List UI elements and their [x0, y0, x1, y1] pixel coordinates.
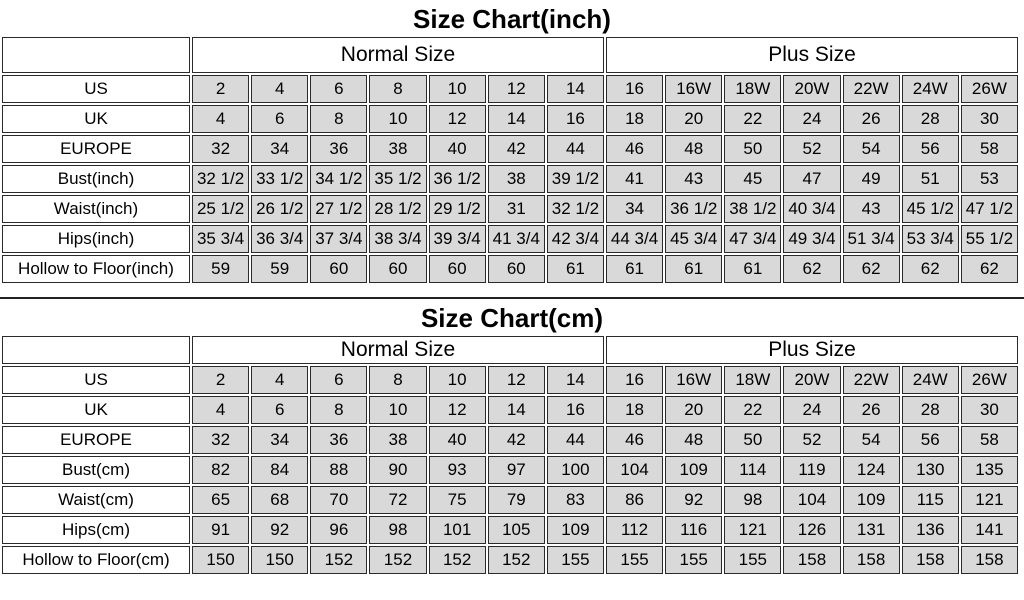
size-value-cell: 98	[724, 486, 781, 514]
size-value-cell: 56	[902, 135, 959, 163]
size-value-cell: 53	[961, 165, 1018, 193]
size-value-cell: 8	[369, 366, 426, 394]
row-label-cell: UK	[2, 105, 190, 133]
table-row	[2, 255, 1018, 283]
size-value-cell: 56	[902, 426, 959, 454]
size-value-cell: 16	[547, 396, 604, 424]
size-value-cell: 20W	[783, 366, 840, 394]
size-value-cell: 62	[902, 255, 959, 283]
row-label-cell: Hips(inch)	[2, 225, 190, 253]
size-value-cell: 112	[606, 516, 663, 544]
size-value-cell: 34 1/2	[310, 165, 367, 193]
size-value-cell: 4	[192, 105, 249, 133]
size-value-cell: 83	[547, 486, 604, 514]
size-value-cell: 38 1/2	[724, 195, 781, 223]
table-row	[2, 426, 1018, 454]
size-value-cell: 40	[429, 135, 486, 163]
size-value-cell: 65	[192, 486, 249, 514]
size-value-cell: 46	[606, 135, 663, 163]
size-value-cell: 8	[310, 105, 367, 133]
size-value-cell: 119	[783, 456, 840, 484]
size-value-cell: 41 3/4	[488, 225, 545, 253]
size-value-cell: 42 3/4	[547, 225, 604, 253]
size-value-cell: 12	[488, 75, 545, 103]
size-value-cell: 60	[310, 255, 367, 283]
table-row	[2, 366, 1018, 394]
row-label-cell: Hips(cm)	[2, 516, 190, 544]
size-value-cell: 40	[429, 426, 486, 454]
size-value-cell: 47 3/4	[724, 225, 781, 253]
size-value-cell: 26 1/2	[251, 195, 308, 223]
table-row	[2, 75, 1018, 103]
size-value-cell: 47 1/2	[961, 195, 1018, 223]
size-value-cell: 32 1/2	[547, 195, 604, 223]
size-value-cell: 158	[843, 546, 900, 574]
table-row	[2, 105, 1018, 133]
size-value-cell: 36 1/2	[665, 195, 722, 223]
size-value-cell: 109	[547, 516, 604, 544]
size-value-cell: 92	[251, 516, 308, 544]
corner-cell	[2, 37, 190, 73]
row-label-cell: Waist(cm)	[2, 486, 190, 514]
group-header-row	[2, 336, 1018, 364]
table-row	[2, 165, 1018, 193]
table-row	[2, 456, 1018, 484]
size-value-cell: 51	[902, 165, 959, 193]
size-value-cell: 130	[902, 456, 959, 484]
size-value-cell: 32	[192, 426, 249, 454]
size-value-cell: 51 3/4	[843, 225, 900, 253]
row-label-cell: Waist(inch)	[2, 195, 190, 223]
size-value-cell: 82	[192, 456, 249, 484]
size-value-cell: 72	[369, 486, 426, 514]
size-value-cell: 20	[665, 396, 722, 424]
size-value-cell: 44 3/4	[606, 225, 663, 253]
size-value-cell: 101	[429, 516, 486, 544]
size-value-cell: 55 1/2	[961, 225, 1018, 253]
size-value-cell: 45 1/2	[902, 195, 959, 223]
size-value-cell: 38 3/4	[369, 225, 426, 253]
size-value-cell: 54	[843, 135, 900, 163]
size-value-cell: 14	[488, 396, 545, 424]
size-value-cell: 6	[251, 105, 308, 133]
size-value-cell: 91	[192, 516, 249, 544]
size-value-cell: 10	[429, 366, 486, 394]
size-value-cell: 30	[961, 396, 1018, 424]
size-value-cell: 12	[429, 105, 486, 133]
size-value-cell: 24W	[902, 366, 959, 394]
size-value-cell: 16	[606, 75, 663, 103]
size-value-cell: 158	[783, 546, 840, 574]
size-value-cell: 58	[961, 426, 1018, 454]
size-value-cell: 58	[961, 135, 1018, 163]
size-value-cell: 16	[547, 105, 604, 133]
size-value-cell: 45	[724, 165, 781, 193]
size-value-cell: 40 3/4	[783, 195, 840, 223]
size-value-cell: 52	[783, 135, 840, 163]
row-label-cell: Hollow to Floor(cm)	[2, 546, 190, 574]
size-value-cell: 61	[724, 255, 781, 283]
size-value-cell: 152	[310, 546, 367, 574]
size-value-cell: 28 1/2	[369, 195, 426, 223]
size-value-cell: 158	[902, 546, 959, 574]
size-value-cell: 4	[192, 396, 249, 424]
size-value-cell: 152	[429, 546, 486, 574]
table-row	[2, 486, 1018, 514]
size-value-cell: 18	[606, 396, 663, 424]
size-value-cell: 62	[783, 255, 840, 283]
size-value-cell: 43	[665, 165, 722, 193]
corner-cell	[2, 336, 190, 364]
size-value-cell: 131	[843, 516, 900, 544]
row-label-cell: EUROPE	[2, 135, 190, 163]
size-value-cell: 109	[665, 456, 722, 484]
size-value-cell: 121	[724, 516, 781, 544]
size-value-cell: 44	[547, 135, 604, 163]
size-value-cell: 75	[429, 486, 486, 514]
size-value-cell: 22W	[843, 75, 900, 103]
size-value-cell: 27 1/2	[310, 195, 367, 223]
size-value-cell: 59	[251, 255, 308, 283]
size-value-cell: 36	[310, 135, 367, 163]
group-header-row	[2, 37, 1018, 73]
size-value-cell: 30	[961, 105, 1018, 133]
size-value-cell: 24	[783, 396, 840, 424]
size-value-cell: 105	[488, 516, 545, 544]
size-value-cell: 2	[192, 366, 249, 394]
size-value-cell: 79	[488, 486, 545, 514]
size-value-cell: 16W	[665, 75, 722, 103]
size-value-cell: 14	[547, 366, 604, 394]
size-value-cell: 70	[310, 486, 367, 514]
size-value-cell: 6	[310, 366, 367, 394]
size-value-cell: 90	[369, 456, 426, 484]
size-value-cell: 53 3/4	[902, 225, 959, 253]
size-value-cell: 97	[488, 456, 545, 484]
size-value-cell: 8	[310, 396, 367, 424]
size-value-cell: 12	[429, 396, 486, 424]
row-label-cell: EUROPE	[2, 426, 190, 454]
group-header-normal-size: Normal Size	[192, 336, 604, 364]
size-value-cell: 10	[369, 396, 426, 424]
size-value-cell: 100	[547, 456, 604, 484]
size-value-cell: 48	[665, 135, 722, 163]
size-value-cell: 52	[783, 426, 840, 454]
size-value-cell: 4	[251, 75, 308, 103]
row-label-cell: US	[2, 75, 190, 103]
group-header-plus-size: Plus Size	[606, 336, 1018, 364]
table-row	[2, 135, 1018, 163]
size-value-cell: 92	[665, 486, 722, 514]
size-chart-inch-table	[0, 35, 1020, 285]
size-value-cell: 86	[606, 486, 663, 514]
size-value-cell: 109	[843, 486, 900, 514]
size-value-cell: 155	[724, 546, 781, 574]
size-value-cell: 42	[488, 426, 545, 454]
size-value-cell: 39 3/4	[429, 225, 486, 253]
size-value-cell: 47	[783, 165, 840, 193]
size-value-cell: 96	[310, 516, 367, 544]
size-value-cell: 45 3/4	[665, 225, 722, 253]
size-value-cell: 24W	[902, 75, 959, 103]
size-value-cell: 14	[547, 75, 604, 103]
size-value-cell: 36 1/2	[429, 165, 486, 193]
size-value-cell: 116	[665, 516, 722, 544]
size-value-cell: 28	[902, 396, 959, 424]
size-value-cell: 36 3/4	[251, 225, 308, 253]
size-value-cell: 152	[369, 546, 426, 574]
size-value-cell: 88	[310, 456, 367, 484]
size-value-cell: 158	[961, 546, 1018, 574]
size-value-cell: 135	[961, 456, 1018, 484]
size-value-cell: 44	[547, 426, 604, 454]
size-value-cell: 35 3/4	[192, 225, 249, 253]
table-row	[2, 546, 1018, 574]
size-value-cell: 36	[310, 426, 367, 454]
size-value-cell: 59	[192, 255, 249, 283]
size-value-cell: 8	[369, 75, 426, 103]
size-value-cell: 84	[251, 456, 308, 484]
group-header-plus-size: Plus Size	[606, 37, 1018, 73]
size-value-cell: 18W	[724, 75, 781, 103]
table-row	[2, 516, 1018, 544]
size-value-cell: 136	[902, 516, 959, 544]
size-value-cell: 35 1/2	[369, 165, 426, 193]
size-value-cell: 25 1/2	[192, 195, 249, 223]
size-value-cell: 2	[192, 75, 249, 103]
table-row	[2, 225, 1018, 253]
size-value-cell: 155	[606, 546, 663, 574]
size-value-cell: 10	[429, 75, 486, 103]
size-value-cell: 16W	[665, 366, 722, 394]
size-value-cell: 61	[665, 255, 722, 283]
size-value-cell: 34	[251, 135, 308, 163]
size-value-cell: 24	[783, 105, 840, 133]
size-value-cell: 14	[488, 105, 545, 133]
size-value-cell: 26	[843, 396, 900, 424]
size-value-cell: 49 3/4	[783, 225, 840, 253]
size-value-cell: 38	[369, 135, 426, 163]
size-value-cell: 126	[783, 516, 840, 544]
size-value-cell: 43	[843, 195, 900, 223]
size-value-cell: 22	[724, 396, 781, 424]
size-value-cell: 60	[369, 255, 426, 283]
group-header-normal-size: Normal Size	[192, 37, 604, 73]
size-value-cell: 62	[961, 255, 1018, 283]
size-value-cell: 61	[547, 255, 604, 283]
row-label-cell: Bust(cm)	[2, 456, 190, 484]
size-value-cell: 38	[488, 165, 545, 193]
size-value-cell: 46	[606, 426, 663, 454]
size-value-cell: 20W	[783, 75, 840, 103]
size-value-cell: 68	[251, 486, 308, 514]
size-value-cell: 98	[369, 516, 426, 544]
size-value-cell: 54	[843, 426, 900, 454]
size-value-cell: 150	[251, 546, 308, 574]
size-value-cell: 29 1/2	[429, 195, 486, 223]
size-value-cell: 48	[665, 426, 722, 454]
size-value-cell: 22W	[843, 366, 900, 394]
size-value-cell: 26W	[961, 366, 1018, 394]
row-label-cell: US	[2, 366, 190, 394]
size-value-cell: 141	[961, 516, 1018, 544]
size-value-cell: 62	[843, 255, 900, 283]
size-value-cell: 93	[429, 456, 486, 484]
size-value-cell: 50	[724, 426, 781, 454]
size-value-cell: 60	[429, 255, 486, 283]
size-value-cell: 6	[310, 75, 367, 103]
size-value-cell: 121	[961, 486, 1018, 514]
size-value-cell: 37 3/4	[310, 225, 367, 253]
size-value-cell: 32	[192, 135, 249, 163]
size-value-cell: 18W	[724, 366, 781, 394]
size-value-cell: 115	[902, 486, 959, 514]
size-value-cell: 104	[606, 456, 663, 484]
row-label-cell: Bust(inch)	[2, 165, 190, 193]
row-label-cell: UK	[2, 396, 190, 424]
size-value-cell: 150	[192, 546, 249, 574]
size-value-cell: 155	[547, 546, 604, 574]
size-value-cell: 61	[606, 255, 663, 283]
size-value-cell: 22	[724, 105, 781, 133]
size-value-cell: 32 1/2	[192, 165, 249, 193]
size-value-cell: 34	[606, 195, 663, 223]
size-value-cell: 10	[369, 105, 426, 133]
size-value-cell: 39 1/2	[547, 165, 604, 193]
size-value-cell: 18	[606, 105, 663, 133]
size-value-cell: 38	[369, 426, 426, 454]
size-value-cell: 26	[843, 105, 900, 133]
size-value-cell: 34	[251, 426, 308, 454]
size-value-cell: 155	[665, 546, 722, 574]
size-value-cell: 41	[606, 165, 663, 193]
size-value-cell: 60	[488, 255, 545, 283]
row-label-cell: Hollow to Floor(inch)	[2, 255, 190, 283]
size-chart-cm-table	[0, 334, 1020, 576]
size-value-cell: 6	[251, 396, 308, 424]
size-value-cell: 12	[488, 366, 545, 394]
size-chart-cm-title: Size Chart(cm)	[420, 303, 604, 333]
size-value-cell: 124	[843, 456, 900, 484]
size-value-cell: 152	[488, 546, 545, 574]
size-value-cell: 33 1/2	[251, 165, 308, 193]
table-row	[2, 195, 1018, 223]
size-value-cell: 26W	[961, 75, 1018, 103]
size-value-cell: 20	[665, 105, 722, 133]
size-value-cell: 50	[724, 135, 781, 163]
size-value-cell: 4	[251, 366, 308, 394]
size-value-cell: 114	[724, 456, 781, 484]
table-row	[2, 396, 1018, 424]
size-value-cell: 104	[783, 486, 840, 514]
size-value-cell: 42	[488, 135, 545, 163]
size-value-cell: 16	[606, 366, 663, 394]
size-value-cell: 31	[488, 195, 545, 223]
size-chart-inch-title: Size Chart(inch)	[413, 4, 611, 34]
size-value-cell: 28	[902, 105, 959, 133]
size-value-cell: 49	[843, 165, 900, 193]
